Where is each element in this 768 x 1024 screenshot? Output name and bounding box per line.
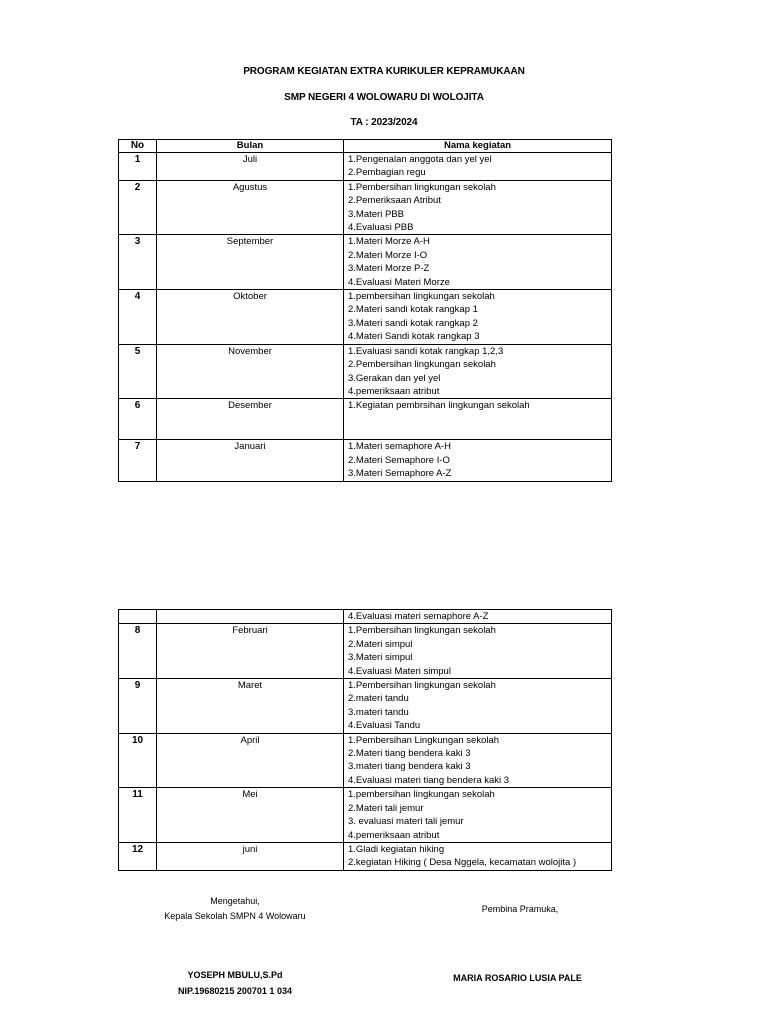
row-activities bbox=[344, 290, 612, 345]
activity-item: 2.Materi sandi kotak rangkap 1 bbox=[348, 304, 478, 316]
header-activity: Nama kegiatan bbox=[344, 140, 612, 153]
activity-item: 3. evaluasi materi tali jemur bbox=[348, 816, 464, 828]
activity-item: 1.Pengenalan anggota dan yel yel bbox=[348, 154, 492, 165]
row-number: 10 bbox=[119, 733, 157, 788]
row-month: Oktober bbox=[157, 290, 344, 345]
row-number: 12 bbox=[119, 842, 157, 870]
row-month: Maret bbox=[157, 679, 344, 734]
row-month: Januari bbox=[157, 440, 344, 481]
table-row bbox=[119, 399, 612, 440]
activity-item: 4.Evaluasi materi tiang bendera kaki 3 bbox=[348, 774, 510, 786]
row-number: 5 bbox=[119, 344, 157, 399]
row-month bbox=[157, 610, 344, 624]
row-number: 3 bbox=[119, 235, 157, 290]
row-month: April bbox=[157, 733, 344, 788]
header-no: No bbox=[119, 140, 157, 153]
row-number: 7 bbox=[119, 440, 157, 481]
activity-item: 1.pembersihan lingkungan sekolah bbox=[348, 291, 495, 303]
row-month: Mei bbox=[157, 788, 344, 843]
activity-item: 3.Materi simpul bbox=[348, 652, 413, 664]
row-month: Februari bbox=[157, 624, 344, 679]
table-row bbox=[119, 624, 612, 679]
row-number: 1 bbox=[119, 153, 157, 181]
activity-item: 2.materi tandu bbox=[348, 693, 409, 705]
document-title: PROGRAM KEGIATAN EXTRA KURIKULER KEPRAMUKAAN bbox=[243, 66, 525, 77]
activity-item: 4.Evaluasi materi semaphore A-Z bbox=[348, 611, 489, 622]
activity-item: 2.Pemeriksaan Atribut bbox=[348, 195, 441, 207]
row-activities bbox=[344, 679, 612, 734]
table-row bbox=[119, 842, 612, 870]
row-number bbox=[119, 610, 157, 624]
activity-item: 1.Kegiatan pembrsihan lingkungan sekolah bbox=[348, 400, 530, 412]
row-number: 8 bbox=[119, 624, 157, 679]
activity-item: 2.Materi tiang bendera kaki 3 bbox=[348, 748, 471, 760]
activity-item: 2.Pembersihan lingkungan sekolah bbox=[348, 359, 496, 371]
row-month: Juli bbox=[157, 153, 344, 181]
row-number: 4 bbox=[119, 290, 157, 345]
table-row bbox=[119, 733, 612, 788]
row-activities bbox=[344, 440, 612, 481]
table-row bbox=[119, 344, 612, 399]
activity-item: 4.Evaluasi Materi simpul bbox=[348, 665, 451, 677]
activity-item: 3.Materi Semaphore A-Z bbox=[348, 468, 452, 480]
scout-leader-name: MARIA ROSARIO LUSIA PALE bbox=[453, 973, 582, 983]
school-name: SMP NEGERI 4 WOLOWARU DI WOLOJITA bbox=[284, 92, 484, 103]
schedule-table-page2 bbox=[118, 609, 612, 871]
row-activities bbox=[344, 180, 612, 235]
table-row bbox=[119, 180, 612, 235]
activity-item: 4.Materi Sandi kotak rangkap 3 bbox=[348, 331, 480, 343]
row-activities bbox=[344, 733, 612, 788]
row-activities bbox=[344, 788, 612, 843]
schedule-table-page1 bbox=[118, 139, 612, 482]
activity-item: 4.pemeriksaan atribut bbox=[348, 385, 440, 397]
table-row bbox=[119, 440, 612, 481]
row-month: Desember bbox=[157, 399, 344, 440]
row-number: 9 bbox=[119, 679, 157, 734]
activity-item: 1.Materi Morze A-H bbox=[348, 236, 430, 248]
row-activities bbox=[344, 153, 612, 181]
table-row bbox=[119, 235, 612, 290]
row-activities bbox=[344, 235, 612, 290]
header-month: Bulan bbox=[157, 140, 344, 153]
acknowledgement-label: Mengetahui, bbox=[210, 896, 260, 906]
activity-item: 1.Pembersihan Lingkungan sekolah bbox=[348, 734, 500, 746]
activity-item: 3.materi tiang bendera kaki 3 bbox=[348, 761, 471, 773]
activity-item: 3.materi tandu bbox=[348, 706, 409, 718]
scout-leader-title: Pembina Pramuka, bbox=[481, 904, 559, 914]
activity-item: 4.Evaluasi Tandu bbox=[348, 720, 421, 732]
row-activities bbox=[344, 610, 612, 624]
principal-title: Kepala Sekolah SMPN 4 Wolowaru bbox=[164, 911, 306, 921]
row-month: Agustus bbox=[157, 180, 344, 235]
activity-item: 2.Materi simpul bbox=[348, 638, 413, 650]
activity-item: 1.Gladi kegiatan hiking bbox=[348, 843, 445, 855]
row-activities bbox=[344, 624, 612, 679]
row-month: juni bbox=[157, 842, 344, 870]
row-number: 11 bbox=[119, 788, 157, 843]
row-number: 6 bbox=[119, 399, 157, 440]
activity-item: 3.Gerakan dan yel yel bbox=[348, 372, 441, 384]
activity-item: 2.Pembagian regu bbox=[348, 167, 426, 179]
table-header-row bbox=[119, 140, 612, 153]
activity-item: 1.Evaluasi sandi kotak rangkap 1,2,3 bbox=[348, 345, 504, 357]
row-month: November bbox=[157, 344, 344, 399]
table-row bbox=[119, 290, 612, 345]
activity-item: 2.kegiatan Hiking ( Desa Nggela, kecamatan wolojita ) bbox=[348, 857, 577, 869]
activity-item: 1.Pembersihan lingkungan sekolah bbox=[348, 680, 496, 692]
activity-item: 2.Materi Semaphore I-O bbox=[348, 454, 450, 466]
principal-name: YOSEPH MBULU,S.Pd bbox=[187, 970, 283, 980]
row-month: September bbox=[157, 235, 344, 290]
row-activities bbox=[344, 344, 612, 399]
activity-item: 3.Materi Morze P-Z bbox=[348, 263, 430, 275]
row-number: 2 bbox=[119, 180, 157, 235]
row-activities bbox=[344, 399, 612, 440]
principal-nip: NIP.19680215 200701 1 034 bbox=[178, 986, 292, 996]
table-row bbox=[119, 610, 612, 624]
activity-item: 1.Pembersihan lingkungan sekolah bbox=[348, 181, 496, 193]
table-row bbox=[119, 679, 612, 734]
activity-item: 2.Materi Morze I-O bbox=[348, 249, 428, 261]
activity-item: 4.Evaluasi PBB bbox=[348, 222, 414, 234]
activity-item: 3.Materi sandi kotak rangkap 2 bbox=[348, 317, 478, 329]
activity-item: 1.Materi semaphore A-H bbox=[348, 441, 451, 453]
table-row bbox=[119, 788, 612, 843]
activity-item: 1.pembersihan lingkungan sekolah bbox=[348, 789, 495, 801]
activity-item: 4.pemeriksaan atribut bbox=[348, 829, 440, 841]
table-row bbox=[119, 153, 612, 181]
activity-item: 3.Materi PBB bbox=[348, 208, 404, 220]
row-activities bbox=[344, 842, 612, 870]
activity-item: 4.Evaluasi Materi Morze bbox=[348, 276, 450, 288]
activity-item: 2.Materi tali jemur bbox=[348, 802, 424, 814]
activity-item: 1.Pembersihan lingkungan sekolah bbox=[348, 625, 496, 637]
academic-year: TA : 2023/2024 bbox=[350, 117, 418, 128]
